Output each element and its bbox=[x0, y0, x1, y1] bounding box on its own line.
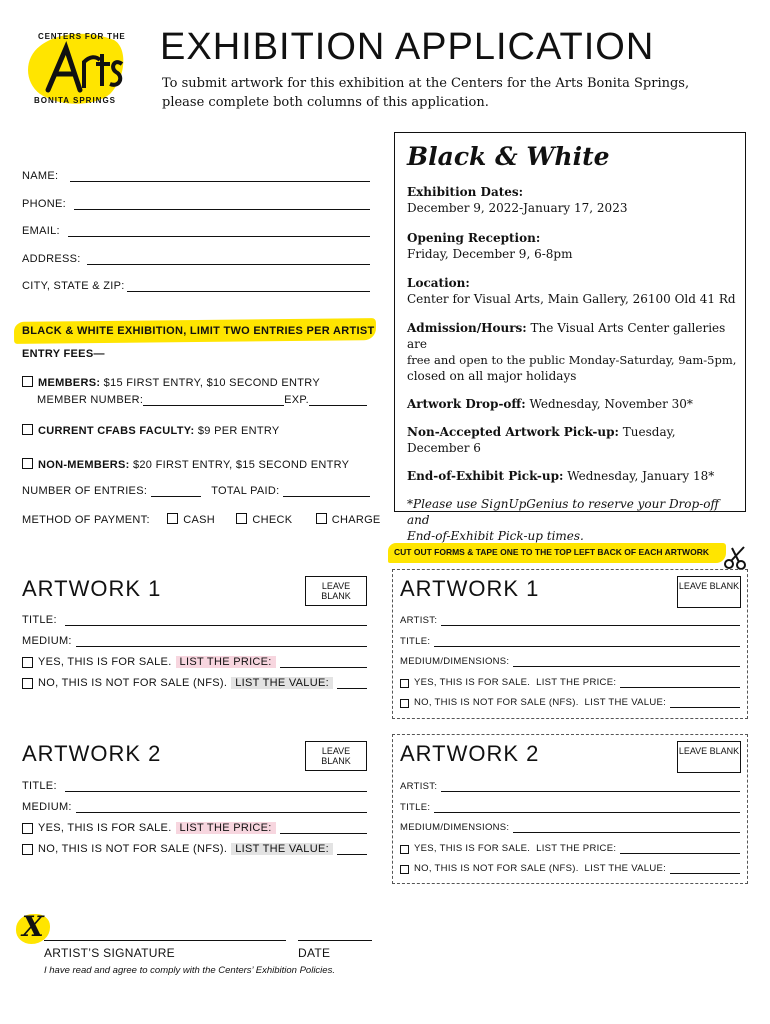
nonmembers-label: NON-MEMBERS: bbox=[38, 459, 130, 471]
tag-1-artist-field[interactable] bbox=[400, 615, 740, 626]
tag-2-heading: ARTWORK 2 bbox=[400, 741, 540, 766]
for-sale-label: YES, THIS IS FOR SALE. bbox=[38, 656, 172, 668]
faculty-checkbox[interactable] bbox=[22, 424, 33, 435]
artist-label: ARTIST: bbox=[400, 615, 438, 626]
tag-2-medium-field[interactable] bbox=[400, 822, 740, 833]
phone-field[interactable] bbox=[22, 198, 370, 210]
list-price-label: LIST THE PRICE: bbox=[176, 656, 276, 668]
list-value-label: LIST THE VALUE: bbox=[231, 843, 333, 855]
signature-x-mark: X bbox=[22, 910, 44, 943]
tag-1-title-field[interactable] bbox=[400, 636, 740, 647]
email-field[interactable] bbox=[22, 225, 370, 237]
date-line[interactable] bbox=[298, 940, 372, 941]
members-label: MEMBERS: bbox=[38, 377, 101, 389]
nonmembers-fees: $20 FIRST ENTRY, $15 SECOND ENTRY bbox=[132, 459, 350, 471]
phone-label: PHONE: bbox=[22, 198, 66, 210]
title-label: TITLE: bbox=[400, 802, 431, 813]
logo-bottom-text: BONITA SPRINGS bbox=[34, 96, 117, 105]
faculty-option[interactable] bbox=[22, 424, 280, 437]
tag-1-heading: ARTWORK 1 bbox=[400, 576, 540, 601]
nfs-label: NO, THIS IS NOT FOR SALE (NFS). LIST THE VALUE: bbox=[414, 863, 667, 874]
artwork-2-medium-field[interactable] bbox=[22, 801, 367, 813]
tag-2-nfs-row[interactable] bbox=[400, 863, 740, 874]
reception-label: Opening Reception: bbox=[407, 231, 541, 245]
tag-1-nfs-row[interactable] bbox=[400, 697, 740, 708]
agreement-text: I have read and agree to comply with the Centers’ Exhibition Policies. bbox=[44, 965, 335, 976]
medium-label: MEDIUM: bbox=[22, 635, 72, 647]
medium-label: MEDIUM: bbox=[22, 801, 72, 813]
total-paid-label: TOTAL PAID: bbox=[211, 485, 280, 497]
address-label: ADDRESS: bbox=[22, 253, 81, 265]
nonmembers-checkbox[interactable] bbox=[22, 458, 33, 469]
location-label: Location: bbox=[407, 276, 470, 290]
dropoff-label: Artwork Drop-off: bbox=[407, 397, 526, 411]
nonmembers-option[interactable] bbox=[22, 458, 349, 471]
tag-2-for-sale-row[interactable] bbox=[400, 843, 740, 854]
for-sale-label: YES, THIS IS FOR SALE. LIST THE PRICE: bbox=[414, 677, 617, 688]
payment-method-label: METHOD OF PAYMENT: bbox=[22, 514, 150, 526]
medium-label: MEDIUM/DIMENSIONS: bbox=[400, 822, 510, 833]
entries-total-row bbox=[22, 485, 370, 497]
limit-banner-text: BLACK & WHITE EXHIBITION, LIMIT TWO ENTRIES PER ARTIST bbox=[22, 325, 375, 337]
entry-fees-label: ENTRY FEES— bbox=[22, 348, 105, 360]
signature-label: ARTIST’S SIGNATURE bbox=[44, 946, 175, 960]
artwork-1-nfs-row[interactable] bbox=[22, 677, 367, 689]
nonaccepted-value: Tuesday, December 6 bbox=[407, 425, 676, 455]
faculty-fees: $9 PER ENTRY bbox=[197, 425, 280, 437]
cash-label: CASH bbox=[183, 514, 215, 526]
cash-option[interactable] bbox=[167, 514, 215, 526]
note-line-2: End-of-Exhibit Pick-up times. bbox=[407, 529, 584, 543]
logo bbox=[18, 28, 130, 108]
members-option[interactable] bbox=[22, 376, 320, 389]
nfs-label: NO, THIS IS NOT FOR SALE (NFS). bbox=[38, 843, 228, 855]
dates-label: Exhibition Dates: bbox=[407, 185, 524, 199]
artwork-2-title-field[interactable] bbox=[22, 780, 367, 792]
member-number-label: MEMBER NUMBER: bbox=[37, 394, 144, 406]
faculty-label: CURRENT CFABS FACULTY: bbox=[38, 425, 195, 437]
total-paid-input[interactable] bbox=[283, 486, 370, 497]
check-label: CHECK bbox=[252, 514, 293, 526]
tag-1-for-sale-row[interactable] bbox=[400, 677, 740, 688]
email-label: EMAIL: bbox=[22, 225, 60, 237]
exp-label: EXP. bbox=[284, 394, 309, 406]
tag-1-medium-field[interactable] bbox=[400, 656, 740, 667]
signature-line[interactable] bbox=[44, 940, 286, 941]
artwork-2-for-sale-row[interactable] bbox=[22, 822, 367, 834]
endpickup-value: Wednesday, January 18* bbox=[567, 469, 715, 483]
dates-value: December 9, 2022-January 17, 2023 bbox=[407, 201, 628, 215]
list-value-label: LIST THE VALUE: bbox=[231, 677, 333, 689]
tag-2-artist-field[interactable] bbox=[400, 781, 740, 792]
check-option[interactable] bbox=[236, 514, 292, 526]
address-field[interactable] bbox=[22, 253, 370, 265]
hours-line-1: The Visual Arts Center galleries are bbox=[407, 321, 726, 351]
leave-blank-box-1: LEAVE BLANK bbox=[305, 576, 367, 606]
subtitle-line-2: please complete both columns of this application. bbox=[162, 95, 489, 110]
note-line-1: *Please use SignUpGenius to reserve your Drop-off and bbox=[407, 497, 719, 527]
for-sale-label: YES, THIS IS FOR SALE. bbox=[38, 822, 172, 834]
location-value: Center for Visual Arts, Main Gallery, 26100 Old 41 Rd bbox=[407, 292, 736, 306]
charge-option[interactable] bbox=[316, 514, 381, 526]
artist-label: ARTIST: bbox=[400, 781, 438, 792]
subtitle-line-1: To submit artwork for this exhibition at the Centers for the Arts Bonita Springs, bbox=[162, 76, 690, 91]
dropoff-value: Wednesday, November 30* bbox=[529, 397, 693, 411]
number-entries-label: NUMBER OF ENTRIES: bbox=[22, 485, 148, 497]
hours-line-2: free and open to the public Monday-Saturday, 9am-5pm, bbox=[407, 353, 737, 367]
info-heading: Black & White bbox=[407, 142, 610, 171]
for-sale-label: YES, THIS IS FOR SALE. LIST THE PRICE: bbox=[414, 843, 617, 854]
artwork-2-heading: ARTWORK 2 bbox=[22, 741, 162, 766]
nfs-label: NO, THIS IS NOT FOR SALE (NFS). bbox=[38, 677, 228, 689]
reception-value: Friday, December 9, 6-8pm bbox=[407, 247, 573, 261]
date-label: DATE bbox=[298, 946, 331, 960]
tag-2-title-field[interactable] bbox=[400, 802, 740, 813]
hours-label: Admission/Hours: bbox=[407, 321, 527, 335]
name-field[interactable] bbox=[22, 170, 370, 182]
medium-label: MEDIUM/DIMENSIONS: bbox=[400, 656, 510, 667]
payment-method-row bbox=[22, 513, 381, 526]
artwork-2-nfs-row[interactable] bbox=[22, 843, 367, 855]
nonaccepted-label: Non-Accepted Artwork Pick-up: bbox=[407, 425, 619, 439]
nfs-label: NO, THIS IS NOT FOR SALE (NFS). LIST THE VALUE: bbox=[414, 697, 667, 708]
list-price-label: LIST THE PRICE: bbox=[176, 822, 276, 834]
logo-top-text: CENTERS FOR THE bbox=[38, 32, 126, 41]
artwork-1-title-field[interactable] bbox=[22, 614, 367, 626]
charge-label: CHARGE bbox=[331, 514, 381, 526]
number-entries-input[interactable] bbox=[151, 486, 201, 497]
city-state-zip-field[interactable] bbox=[22, 280, 370, 292]
artwork-1-for-sale-row[interactable] bbox=[22, 656, 367, 668]
scissors-icon bbox=[722, 544, 750, 570]
members-checkbox[interactable] bbox=[22, 376, 33, 387]
endpickup-label: End-of-Exhibit Pick-up: bbox=[407, 469, 564, 483]
members-fees: $15 FIRST ENTRY, $10 SECOND ENTRY bbox=[103, 377, 320, 389]
leave-blank-box-2: LEAVE BLANK bbox=[305, 741, 367, 771]
tag-2-leave-blank: LEAVE BLANK bbox=[677, 741, 741, 773]
title-label: TITLE: bbox=[22, 614, 57, 626]
title-label: TITLE: bbox=[400, 636, 431, 647]
artwork-1-medium-field[interactable] bbox=[22, 635, 367, 647]
cutout-banner-text: CUT OUT FORMS & TAPE ONE TO THE TOP LEFT BACK OF EACH ARTWORK bbox=[394, 547, 709, 557]
tag-1-leave-blank: LEAVE BLANK bbox=[677, 576, 741, 608]
artwork-1-heading: ARTWORK 1 bbox=[22, 576, 162, 601]
city-label: CITY, STATE & ZIP: bbox=[22, 280, 125, 292]
info-details bbox=[407, 184, 737, 544]
page-title: EXHIBITION APPLICATION bbox=[160, 26, 655, 68]
name-label: NAME: bbox=[22, 170, 59, 182]
title-label: TITLE: bbox=[22, 780, 57, 792]
member-number-field[interactable] bbox=[37, 394, 367, 406]
hours-line-3: closed on all major holidays bbox=[407, 369, 577, 383]
